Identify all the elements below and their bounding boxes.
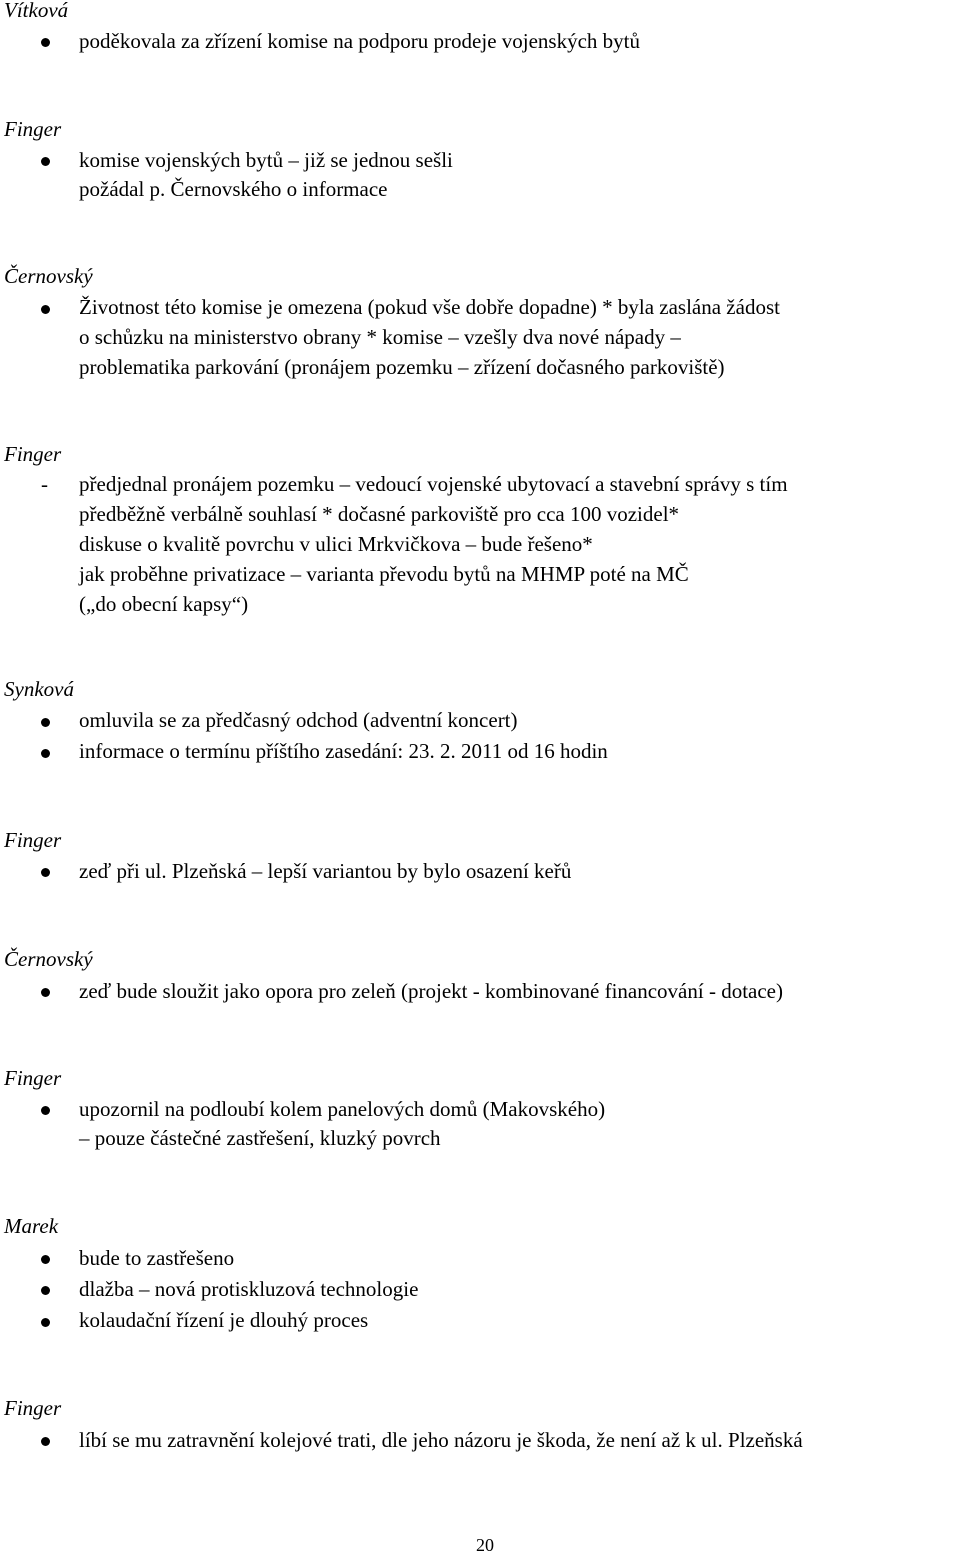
bullet-icon <box>41 1106 50 1115</box>
bullet-icon <box>41 1318 50 1327</box>
list-item: poděkovala za zřízení komise na podporu prodeje vojenských bytů <box>79 29 640 53</box>
bullet-icon <box>41 305 50 314</box>
list-item: („do obecní kapsy“) <box>79 592 249 616</box>
speaker-name: Finger <box>4 117 62 141</box>
bullet-icon <box>41 1255 50 1264</box>
bullet-icon <box>41 157 50 166</box>
list-item: – pouze částečné zastřešení, kluzký povrch <box>79 1126 441 1150</box>
bullet-icon <box>41 988 50 997</box>
list-item: upozornil na podloubí kolem panelových domů (Makovského) <box>79 1097 606 1121</box>
bullet-icon <box>41 1286 50 1295</box>
list-item: dlažba – nová protiskluzová technologie <box>79 1277 419 1301</box>
list-item: předběžně verbálně souhlasí * dočasné parkoviště pro cca 100 vozidel* <box>79 502 680 526</box>
list-item: o schůzku na ministerstvo obrany * komise – vzešly dva nové nápady – <box>79 325 681 349</box>
list-item: zeď bude sloužit jako opora pro zeleň (projekt - kombinované financování - dotace) <box>79 979 783 1003</box>
speaker-name: Černovský <box>4 264 93 288</box>
speaker-name: Finger <box>4 828 62 852</box>
speaker-name: Synková <box>4 677 74 701</box>
bullet-icon <box>41 868 50 877</box>
list-item: informace o termínu příštího zasedání: 23. 2. 2011 od 16 hodin <box>79 739 608 763</box>
list-item: líbí se mu zatravnění kolejové trati, dle jeho názoru je škoda, že není až k ul. Plzeňská <box>79 1428 803 1452</box>
list-item: omluvila se za předčasný odchod (adventní koncert) <box>79 708 518 732</box>
speaker-name: Černovský <box>4 947 93 971</box>
list-item: zeď při ul. Plzeňská – lepší variantou by bylo osazení keřů <box>79 859 572 883</box>
list-item: Životnost této komise je omezena (pokud vše dobře dopadne) * byla zaslána žádost <box>79 295 780 319</box>
list-item: diskuse o kvalitě povrchu v ulici Mrkvičkova – bude řešeno* <box>79 532 593 556</box>
bullet-icon <box>41 718 50 727</box>
speaker-name: Vítková <box>4 0 69 22</box>
list-item: požádal p. Černovského o informace <box>79 177 388 201</box>
list-item: jak proběhne privatizace – varianta převodu bytů na MHMP poté na MČ <box>79 562 689 586</box>
list-item: problematika parkování (pronájem pozemku – zřízení dočasného parkoviště) <box>79 355 725 379</box>
list-item: bude to zastřešeno <box>79 1246 235 1270</box>
list-item: kolaudační řízení je dlouhý proces <box>79 1308 369 1332</box>
bullet-icon <box>41 749 50 758</box>
speaker-name: Finger <box>4 1066 62 1090</box>
speaker-name: Marek <box>4 1214 59 1238</box>
bullet-icon <box>41 38 50 47</box>
bullet-icon <box>41 1437 50 1446</box>
list-item: komise vojenských bytů – již se jednou sešli <box>79 148 453 172</box>
speaker-name: Finger <box>4 1396 62 1420</box>
speaker-name: Finger <box>4 442 62 466</box>
dash-marker: - <box>41 472 48 496</box>
page-number: 20 <box>476 1535 494 1555</box>
list-item: předjednal pronájem pozemku – vedoucí vojenské ubytovací a stavební správy s tím <box>79 472 788 496</box>
